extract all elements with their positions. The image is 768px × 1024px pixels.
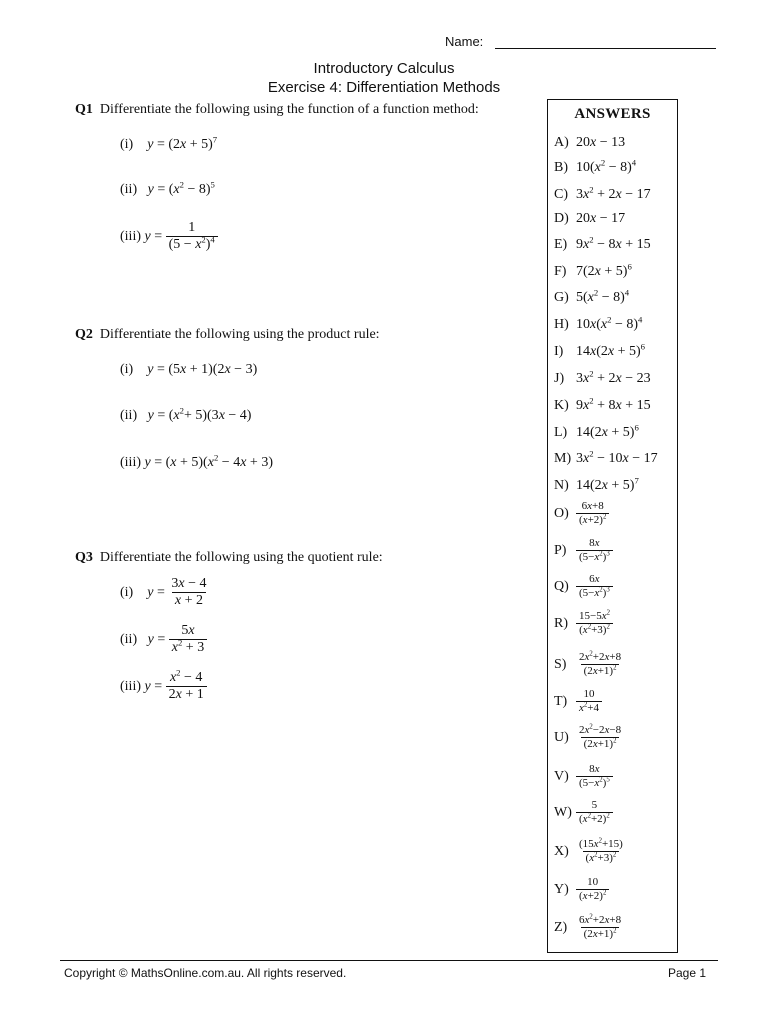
q2-item-2: (ii) $y = (x^2+ 5)(3x - 4)$ xyxy=(120,405,252,423)
answer-v: V) $\frac{8x}{(5-x^2)^5}$ xyxy=(554,763,613,790)
footer-page-number: Page 1 xyxy=(668,966,707,980)
q3-item-2-expr: $\frac{5x}{x^2 + 3}$ xyxy=(169,623,207,657)
q1-item-2-label: (ii) xyxy=(120,182,138,197)
q2-item-3: (iii) $y = (x + 5)(x^2 - 4x + 3)$ xyxy=(120,452,273,470)
q2-item-3-label: (iii) xyxy=(120,455,141,470)
q3-number: Q3 xyxy=(75,550,93,565)
q1-heading xyxy=(75,102,479,118)
q1-item-3: (iii) y = $\frac{1}{(5 - x^2)^4}$ xyxy=(120,220,218,254)
footer-copyright: Copyright © MathsOnline.com.au. All rights reserved. xyxy=(64,966,347,980)
q1-item-1-expr: y xyxy=(147,137,154,152)
answer-q: Q) $\frac{6x}{(5-x^2)^3}$ xyxy=(554,573,613,600)
footer-divider xyxy=(60,960,718,961)
q3-prompt: Differentiate the following using the quotient rule: xyxy=(99,550,383,565)
q1-item-1-label: (i) xyxy=(120,137,134,152)
answer-d: D) 20x − 17 xyxy=(554,211,626,226)
q2-item-2-label: (ii) xyxy=(120,408,138,423)
q1-item-2: (ii) $y = (x^2 - 8)^5$ xyxy=(120,179,215,197)
page-title: Introductory Calculus xyxy=(313,60,455,77)
answer-n: N) $14(2x + 5)^7$ xyxy=(554,475,639,493)
q3-item-1: (i) y = $\frac{3x - 4}{x + 2}$ xyxy=(120,576,209,610)
answer-e: E) $9x^2 - 8x + 15$ xyxy=(554,234,651,252)
q2-item-1: (i) y = (5x + 1)(2x − 3) xyxy=(120,362,258,377)
answer-x: X) $\frac{(15x^2+15)}{(x^2+3)^2}$ xyxy=(554,837,623,864)
q3-item-1-label: (i) xyxy=(120,585,134,601)
answer-y: Y) $\frac{10}{(x+2)^2}$ xyxy=(554,876,609,903)
answer-k: K) $9x^2 + 8x + 15$ xyxy=(554,395,651,413)
answer-j: J) $3x^2 + 2x - 23$ xyxy=(554,368,651,386)
answer-r: R) $\frac{15-5x^2}{(x^2+3)^2}$ xyxy=(554,610,613,637)
q3-item-3: (iii) y = $\frac{x^2 - 4}{2x + 1}$ xyxy=(120,670,207,704)
q2-item-3-expr: y xyxy=(144,455,151,470)
q3-item-1-expr: $\frac{3x - 4}{x + 2}$ xyxy=(171,576,207,609)
answer-p: P) $\frac{8x}{(5-x^2)^3}$ xyxy=(554,537,613,564)
q2-item-1-label: (i) xyxy=(120,362,134,377)
answer-g: G) $5(x^2 - 8)^4$ xyxy=(554,287,630,305)
answer-i: I) $14x(2x + 5)^6$ xyxy=(554,341,646,359)
q3-item-2: (ii) y = $\frac{5x}{x^2 + 3}$ xyxy=(120,623,207,657)
answer-o: O) $\frac{6x+8}{(x+2)^2}$ xyxy=(554,500,609,527)
q2-heading xyxy=(75,327,380,343)
answers-title: ANSWERS xyxy=(574,106,651,122)
q2-item-1-expr: y xyxy=(147,362,154,377)
answer-b: B) $10(x^2 - 8)^4$ xyxy=(554,157,637,175)
answer-l: L) $14(2x + 5)^6$ xyxy=(554,422,639,440)
q3-item-3-expr: $\frac{x^2 - 4}{2x + 1}$ xyxy=(166,670,207,704)
q2-item-2-expr: y xyxy=(147,408,154,423)
q1-item-1: (i) $y = (2x + 5)^7$ xyxy=(120,134,218,152)
answer-w: W) $\frac{5}{(x^2+2)^2}$ xyxy=(554,799,613,826)
answer-c: C) $3x^2 + 2x - 17$ xyxy=(554,184,651,202)
q1-item-2-expr: y xyxy=(147,182,154,197)
answer-s: S) $\frac{2x^2+2x+8}{(2x+1)^2}$ xyxy=(554,650,622,677)
q1-item-3-label: (iii) xyxy=(120,229,141,245)
q2-number: Q2 xyxy=(75,327,93,342)
name-label: Name: xyxy=(445,34,484,49)
answer-f: F) $7(2x + 5)^6$ xyxy=(554,261,632,279)
answer-h: H) $10x(x^2 - 8)^4$ xyxy=(554,314,643,332)
q1-prompt: Differentiate the following using the function of a function method: xyxy=(99,102,479,117)
answer-m: M) $3x^2 - 10x - 17$ xyxy=(554,448,658,466)
q3-item-3-label: (iii) xyxy=(120,679,141,695)
q1-number: Q1 xyxy=(75,102,93,117)
answer-z: Z) $\frac{6x^2+2x+8}{(2x+1)^2}$ xyxy=(554,913,622,940)
q2-prompt: Differentiate the following using the product rule: xyxy=(99,327,380,342)
page-subtitle: Exercise 4: Differentiation Methods xyxy=(267,79,501,96)
q3-item-2-label: (ii) xyxy=(120,632,138,648)
name-line[interactable] xyxy=(495,48,716,49)
answer-t: T) $\frac{10}{x^2+4}$ xyxy=(554,688,602,715)
answer-a: A) 20x − 13 xyxy=(554,135,626,150)
q1-item-3-expr: $\frac{1}{(5 - x^2)^4}$ xyxy=(166,220,218,254)
answer-u: U) $\frac{2x^2-2x-8}{(2x+1)^2}$ xyxy=(554,723,622,750)
q3-heading xyxy=(75,550,383,566)
